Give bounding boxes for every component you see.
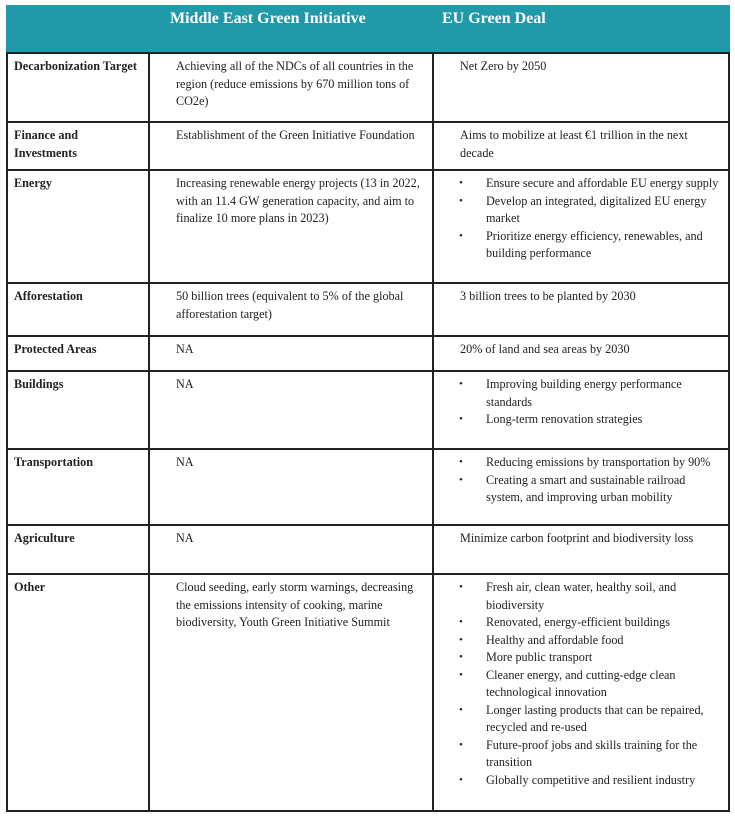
row-label: Buildings [7,371,149,449]
megi-cell: NA [149,371,433,449]
eu-cell: 20% of land and sea areas by 2030 [433,336,729,371]
bullet-item: • Prioritize energy efficiency, renewables, and building performance [460,228,722,263]
table-header [6,5,730,52]
table-row [7,283,729,336]
row-label: Decarbonization Target [7,53,149,122]
eu-cell [433,574,729,811]
bullet-item: • Healthy and affordable food [460,632,722,650]
bullet-item: • Renovated, energy-efficient buildings [460,614,722,632]
bullet-item: • Develop an integrated, digitalized EU energy market [460,193,722,228]
bullet-item: • Creating a smart and sustainable railroad system, and improving urban mobility [460,472,722,507]
row-label: Agriculture [7,525,149,574]
eu-bullet-list [460,376,722,429]
row-label: Other [7,574,149,811]
row-label: Transportation [7,449,149,525]
row-label: Finance and Investments [7,122,149,170]
eu-cell [433,371,729,449]
bullet-item: • Reducing emissions by transportation by 90% [460,454,722,472]
eu-bullet-list [460,454,722,507]
eu-cell: Minimize carbon footprint and biodiversity loss [433,525,729,574]
bullet-item: • Ensure secure and affordable EU energy supply [460,175,722,193]
bullet-item: • Longer lasting products that can be repaired, recycled and re-used [460,702,722,737]
megi-cell: NA [149,336,433,371]
megi-cell: Increasing renewable energy projects (13 in 2022, with an 11.4 GW generation capacity, and aim to finalize 10 more plans in 2023) [149,170,433,283]
megi-cell: NA [149,525,433,574]
eu-bullet-list [460,579,722,789]
megi-cell: Achieving all of the NDCs of all countries in the region (reduce emissions by 670 million tons of CO2e) [149,53,433,122]
bullet-item: • Long-term renovation strategies [460,411,722,429]
bullet-item: • Fresh air, clean water, healthy soil, and biodiversity [460,579,722,614]
eu-cell [433,449,729,525]
row-label: Protected Areas [7,336,149,371]
header-megi: Middle East Green Initiative [170,10,366,27]
megi-cell: 50 billion trees (equivalent to 5% of the global afforestation target) [149,283,433,336]
megi-cell: Establishment of the Green Initiative Foundation [149,122,433,170]
comparison-table [6,52,730,812]
megi-cell: NA [149,449,433,525]
eu-cell: Net Zero by 2050 [433,53,729,122]
bullet-item: • Future-proof jobs and skills training for the transition [460,737,722,772]
eu-cell [433,170,729,283]
bullet-item: • More public transport [460,649,722,667]
row-label: Afforestation [7,283,149,336]
table-row [7,336,729,371]
table-row [7,449,729,525]
bullet-item: • Globally competitive and resilient industry [460,772,722,790]
comparison-table-wrapper [6,5,730,812]
eu-cell: Aims to mobilize at least €1 trillion in the next decade [433,122,729,170]
table-row [7,525,729,574]
table-row [7,53,729,122]
table-row [7,170,729,283]
bullet-item: • Cleaner energy, and cutting-edge clean technological innovation [460,667,722,702]
bullet-item: • Improving building energy performance standards [460,376,722,411]
header-eu-green-deal: EU Green Deal [442,10,546,27]
table-row [7,371,729,449]
eu-cell: 3 billion trees to be planted by 2030 [433,283,729,336]
table-row [7,574,729,811]
eu-bullet-list [460,175,722,263]
megi-cell: Cloud seeding, early storm warnings, decreasing the emissions intensity of cooking, marine biodiversity, Youth Green Initiative Summit [149,574,433,811]
row-label: Energy [7,170,149,283]
table-row [7,122,729,170]
